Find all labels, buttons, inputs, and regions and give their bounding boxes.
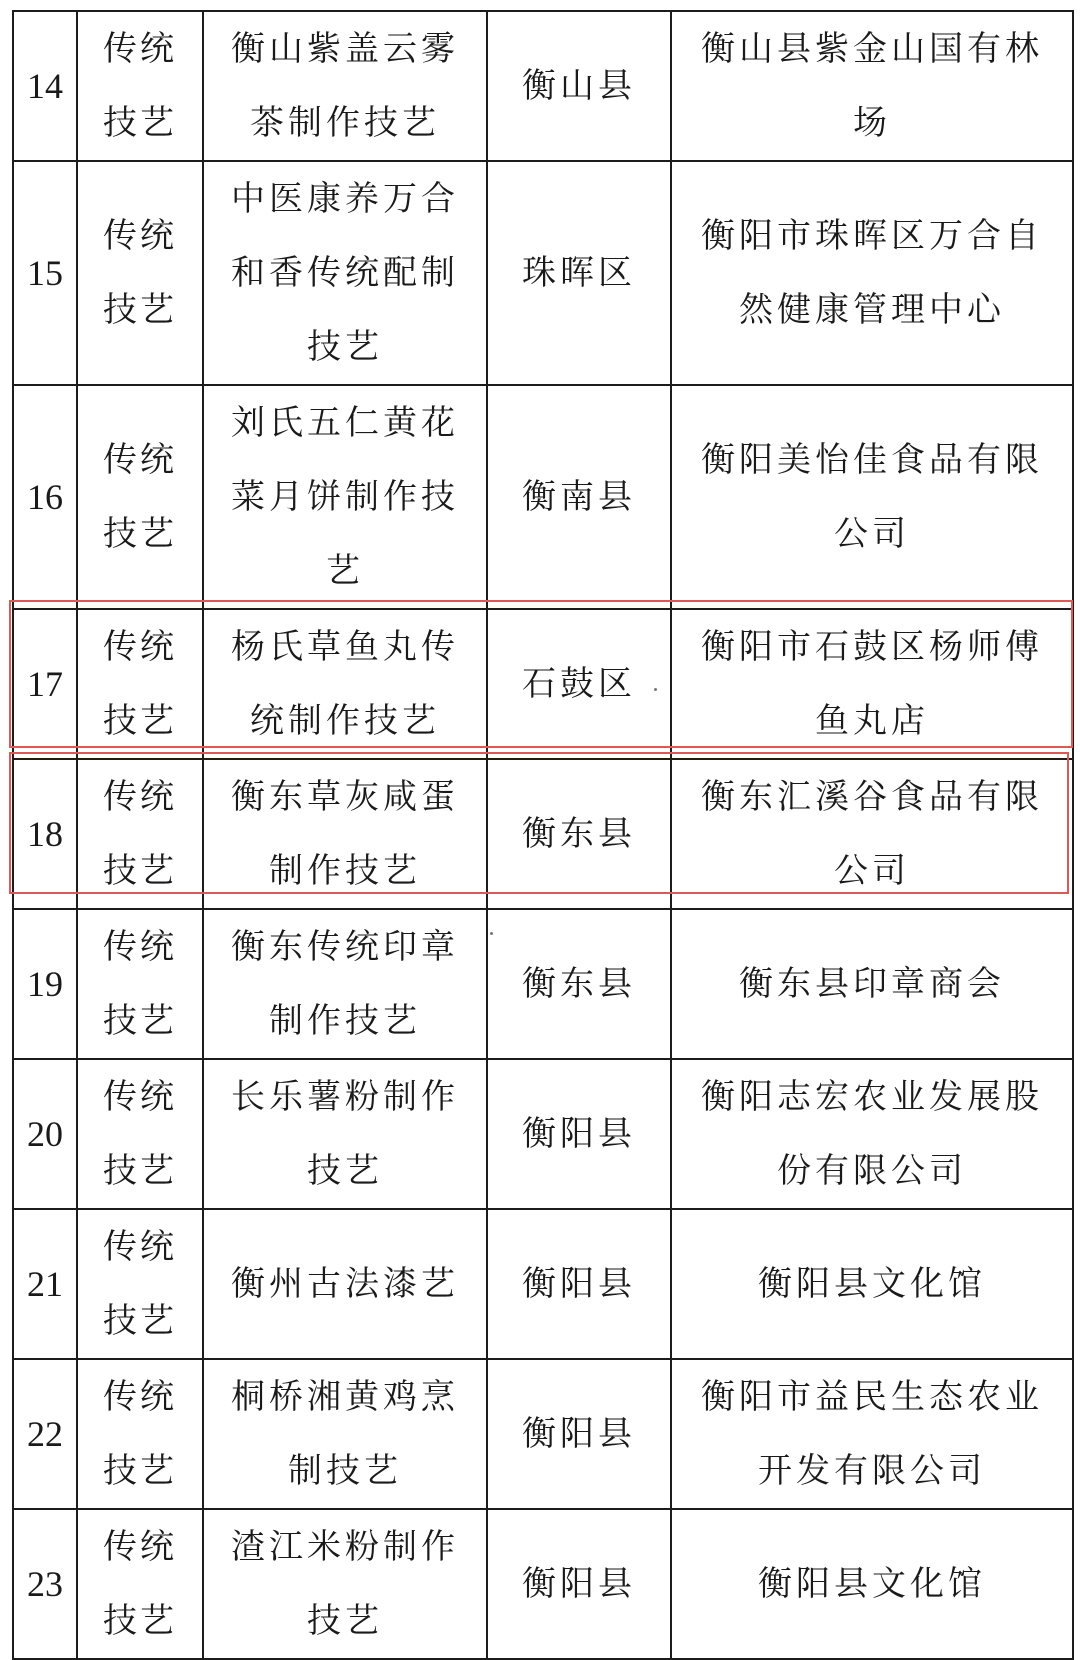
category-text: 传统技艺: [102, 216, 177, 330]
region-cell: 衡东县: [487, 759, 671, 909]
category-cell: [77, 759, 203, 909]
project-name-cell: 中医康养万合和香传统配制技艺: [203, 161, 487, 385]
project-name-cell: 桐桥湘黄鸡烹制技艺: [203, 1359, 487, 1509]
category-text: 传统技艺: [102, 1077, 177, 1191]
region-cell: 衡阳县: [487, 1359, 671, 1509]
table-row: [13, 11, 1073, 161]
protection-unit-cell: 衡阳县文化馆: [671, 1509, 1073, 1659]
category-text: 传统技艺: [102, 927, 177, 1041]
project-name-cell: 衡东传统印章制作技艺: [203, 909, 487, 1059]
protection-unit-cell: 衡阳市益民生态农业开发有限公司: [671, 1359, 1073, 1509]
protection-unit-cell: 衡山县紫金山国有林场: [671, 11, 1073, 161]
protection-unit-cell: 衡东汇溪谷食品有限公司: [671, 759, 1073, 909]
row-number: 19: [13, 909, 77, 1059]
category-cell: [77, 1359, 203, 1509]
table-row: [13, 759, 1073, 909]
table-row: [13, 909, 1073, 1059]
row-number: 16: [13, 385, 77, 609]
category-text: 传统技艺: [102, 29, 177, 143]
category-text: 传统技艺: [102, 777, 177, 891]
table-row: [13, 1509, 1073, 1659]
table-row: [13, 1209, 1073, 1359]
project-name-cell: 杨氏草鱼丸传统制作技艺: [203, 609, 487, 759]
region-cell: 衡阳县: [487, 1509, 671, 1659]
region-cell: 衡东县: [487, 909, 671, 1059]
protection-unit-cell: 衡东县印章商会: [671, 909, 1073, 1059]
category-cell: [77, 609, 203, 759]
category-cell: [77, 161, 203, 385]
table-row: [13, 1059, 1073, 1209]
project-name-cell: 衡山紫盖云雾茶制作技艺: [203, 11, 487, 161]
protection-unit-cell: 衡阳美怡佳食品有限公司: [671, 385, 1073, 609]
protection-unit-cell: 衡阳市珠晖区万合自然健康管理中心: [671, 161, 1073, 385]
scan-speck: [490, 932, 493, 935]
category-cell: [77, 1509, 203, 1659]
table-row: [13, 1359, 1073, 1509]
protection-unit-cell: 衡阳县文化馆: [671, 1209, 1073, 1359]
document-sheet: [12, 10, 1072, 1641]
project-name-cell: 衡州古法漆艺: [203, 1209, 487, 1359]
category-cell: [77, 1059, 203, 1209]
category-text: 传统技艺: [102, 440, 177, 554]
table-row: [13, 385, 1073, 609]
protection-unit-cell: 衡阳市石鼓区杨师傅鱼丸店: [671, 609, 1073, 759]
row-number: 22: [13, 1359, 77, 1509]
scan-speck: [654, 688, 657, 691]
project-name-cell: 衡东草灰咸蛋制作技艺: [203, 759, 487, 909]
category-cell: [77, 909, 203, 1059]
category-cell: [77, 11, 203, 161]
project-name-cell: 渣江米粉制作技艺: [203, 1509, 487, 1659]
row-number: 14: [13, 11, 77, 161]
row-number: 15: [13, 161, 77, 385]
project-name-cell: 刘氏五仁黄花菜月饼制作技艺: [203, 385, 487, 609]
region-cell: 衡阳县: [487, 1209, 671, 1359]
table-row: [13, 161, 1073, 385]
row-number: 18: [13, 759, 77, 909]
row-number: 21: [13, 1209, 77, 1359]
region-cell: 衡南县: [487, 385, 671, 609]
category-text: 传统技艺: [102, 1527, 177, 1641]
region-cell: 珠晖区: [487, 161, 671, 385]
project-name-cell: 长乐薯粉制作技艺: [203, 1059, 487, 1209]
category-text: 传统技艺: [102, 627, 177, 741]
category-cell: [77, 385, 203, 609]
region-cell: 衡阳县: [487, 1059, 671, 1209]
region-cell: 石鼓区: [487, 609, 671, 759]
category-text: 传统技艺: [102, 1377, 177, 1491]
row-number: 20: [13, 1059, 77, 1209]
table-row: [13, 609, 1073, 759]
row-number: 23: [13, 1509, 77, 1659]
heritage-list-table: [12, 10, 1074, 1660]
region-cell: 衡山县: [487, 11, 671, 161]
protection-unit-cell: 衡阳志宏农业发展股份有限公司: [671, 1059, 1073, 1209]
category-cell: [77, 1209, 203, 1359]
row-number: 17: [13, 609, 77, 759]
category-text: 传统技艺: [102, 1227, 177, 1341]
